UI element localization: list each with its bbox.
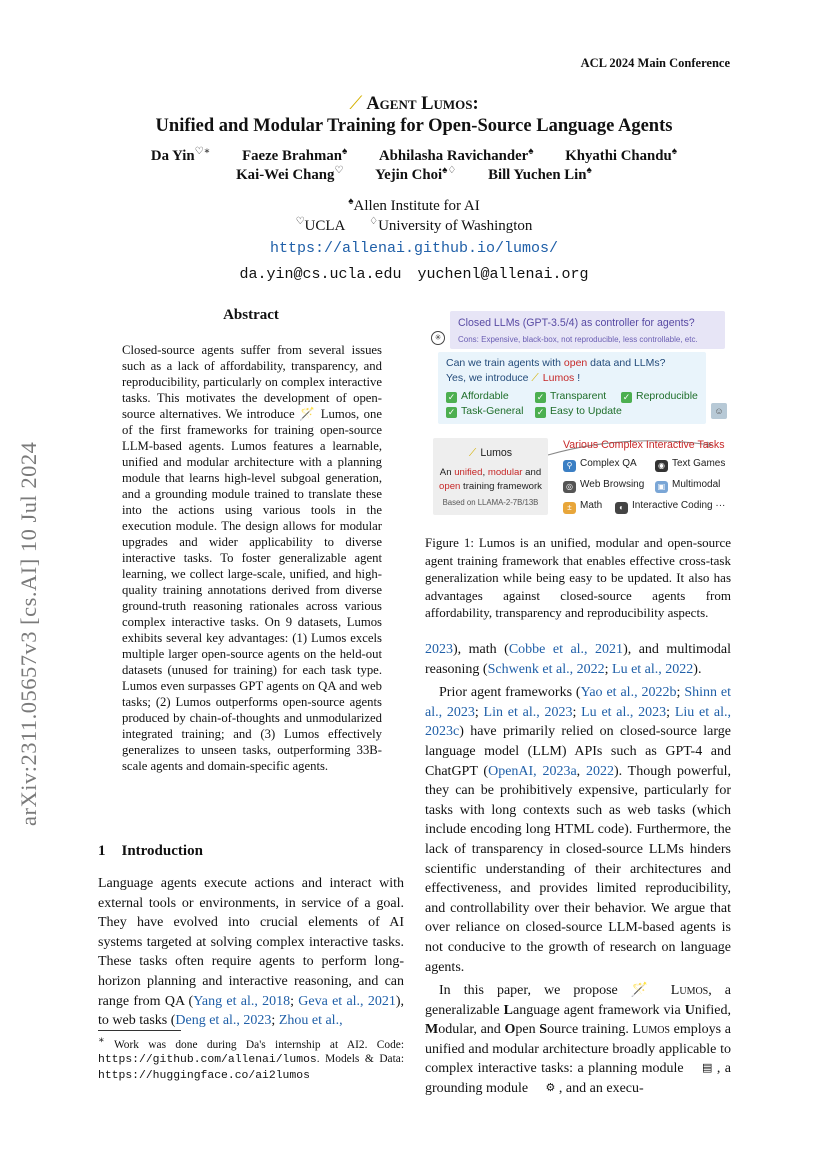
text-run: In this paper, we propose 🪄 — [439, 983, 671, 999]
text-run: S — [539, 1022, 548, 1038]
citation-link[interactable]: Lu et al., 2023 — [581, 704, 667, 720]
affiliation-mark: ♠ — [348, 196, 354, 207]
paragraph — [425, 683, 731, 977]
email-link[interactable]: yuchenl@allenai.org — [417, 266, 589, 283]
task-web-browsing — [563, 479, 644, 493]
right-column-text — [425, 640, 731, 1103]
text-run: ) have primarily relied on closed-source large language model (LLM) APIs such as GPT-4 and ChatGPT ( — [425, 724, 731, 779]
closed-llm-cons: Cons: Expensive, black-box, not reproducible, less controllable, etc. — [458, 335, 698, 344]
text-run: ; — [604, 661, 613, 677]
affiliation-line-2 — [0, 216, 828, 235]
paragraph — [425, 640, 731, 679]
grounding-module-icon: ⚙ — [545, 1082, 556, 1095]
author — [565, 148, 677, 164]
magic-wand-icon: ⟋ — [531, 372, 539, 384]
task-more: ··· — [715, 500, 726, 511]
affiliation — [369, 218, 532, 234]
author — [236, 167, 343, 183]
figure-1 — [425, 305, 731, 520]
affiliation-mark: ♢ — [369, 216, 379, 227]
citation-link[interactable]: Yang et al., 2018 — [193, 993, 291, 1009]
task-label: Math — [580, 500, 603, 511]
text-run: M — [425, 1022, 439, 1038]
text-run: ! — [574, 372, 581, 384]
affiliation-name: Allen Institute for AI — [353, 198, 480, 214]
affiliation-name: University of Washington — [378, 218, 533, 234]
text-run: data and LLMs? — [587, 357, 666, 369]
citation-link[interactable]: 2022 — [585, 763, 614, 779]
feature-label: Transparent — [550, 390, 607, 402]
citation-link[interactable]: Cobbe et al., 2021 — [508, 642, 624, 657]
calculator-icon: ± — [563, 502, 576, 514]
image-icon: ▣ — [655, 481, 668, 493]
footnote-text: . Models & Data: — [316, 1053, 404, 1066]
text-run: , a grounding module — [425, 1061, 731, 1097]
feature-label: Task-General — [461, 405, 524, 417]
venue-label: ACL 2024 Main Conference — [580, 56, 730, 70]
author-line-1 — [0, 146, 828, 165]
text-run: ; — [676, 685, 685, 701]
task-interactive-coding — [615, 500, 725, 514]
author — [379, 148, 534, 164]
section-title: Introduction — [121, 843, 203, 859]
text-run: Lumos — [632, 1022, 670, 1038]
text-run: Lumos — [670, 983, 709, 999]
author — [488, 167, 592, 183]
text-run: , — [482, 467, 488, 478]
planning-module-icon: ▤ — [702, 1062, 713, 1075]
author-mark: ♠ — [671, 146, 678, 157]
text-run: and — [522, 467, 542, 478]
text-run: employs a unified and modular architecture broadly applicable to complex interactive tasks: a planning module — [425, 1022, 731, 1077]
lumos-desc-line1 — [433, 467, 548, 478]
task-label: Web Browsing — [580, 479, 645, 490]
citation-link[interactable]: Yao et al., 2022b — [580, 685, 677, 701]
author-line-2 — [0, 165, 828, 184]
text-run: nified, — [694, 1002, 731, 1018]
title-text-1: Agent Lumos: — [366, 94, 479, 114]
citation-link[interactable]: Deng et al., 2023 — [175, 1013, 272, 1029]
task-label: Complex QA — [580, 458, 637, 469]
data-url-link[interactable]: https://huggingface.co/ai2lumos — [98, 1069, 310, 1082]
text-run: odular, and — [438, 1022, 505, 1038]
affiliation — [296, 218, 346, 234]
text-run: ; — [290, 993, 299, 1009]
author-mark: ♠ — [586, 165, 592, 176]
task-complex-qa — [563, 458, 637, 472]
gamepad-icon: ◉ — [655, 460, 668, 472]
text-run: ; — [572, 704, 582, 720]
author-mark: ♠♢ — [442, 165, 457, 176]
citation-link[interactable]: Liu et al., 2023c — [425, 704, 731, 740]
text-run: Can we train agents with — [446, 357, 564, 369]
citation-link[interactable]: Shinn et al., 2023 — [425, 685, 732, 720]
abstract-heading: Abstract — [223, 307, 279, 323]
arxiv-stamp: arXiv:2311.05657v3 [cs.AI] 10 Jul 2024 — [16, 441, 41, 826]
citation-link[interactable]: Lu et al., 2022 — [612, 661, 694, 677]
user-avatar-icon: ☺ — [711, 403, 727, 419]
task-label: Interactive Coding — [632, 500, 713, 511]
section-heading-introduction — [98, 843, 203, 860]
affiliation-line-1 — [0, 196, 828, 215]
task-label: Text Games — [672, 458, 726, 469]
intro-paragraph — [98, 874, 404, 1031]
citation-link[interactable]: OpenAI, 2023a — [488, 763, 577, 779]
lumos-base-model: Based on LLAMA-2-7B/13B — [442, 498, 539, 507]
author-name: Faeze Brahman — [242, 147, 342, 164]
text-run: Lumos — [480, 447, 513, 459]
magic-wand-icon: ⟋ — [468, 447, 477, 459]
caption-text: Lumos is an unified, modular and open-source agent training framework that enables effective cross-task generalization while being easy to be updated. It also has advantages against closed-source agents from affordability, transparency and reproducibility aspects. — [425, 535, 731, 620]
check-icon: ✓ — [536, 392, 545, 402]
footnote — [98, 1034, 404, 1083]
author — [242, 148, 347, 164]
text-run: unified — [454, 467, 483, 478]
author-name: Khyathi Chandu — [565, 147, 672, 164]
email-line — [0, 266, 828, 283]
text-run: , a generalizable — [425, 983, 732, 1018]
check-icon: ✓ — [622, 392, 631, 402]
author — [375, 167, 456, 183]
author-name: Yejin Choi — [375, 166, 443, 183]
task-label: Multimodal — [672, 479, 721, 490]
author-name: Da Yin — [150, 147, 195, 164]
citation-link[interactable]: Geva et al., 2021 — [298, 993, 396, 1009]
text-run: Lumos — [542, 372, 575, 384]
caption-label: Figure 1: — [425, 535, 479, 550]
paper-title-line1 — [0, 93, 828, 115]
project-url-link[interactable]: https://allenai.github.io/lumos/ — [269, 240, 559, 257]
author-mark: ♡∗ — [194, 146, 211, 157]
lumos-name — [433, 447, 548, 460]
check-icon: ✓ — [536, 407, 545, 417]
text-run: , and an execu- — [555, 1081, 644, 1097]
check-icon: ✓ — [447, 392, 456, 402]
feature-label: Easy to Update — [550, 405, 622, 417]
code-url-link[interactable]: https://github.com/allenai/lumos — [98, 1054, 317, 1067]
text-run: ), math ( — [453, 642, 509, 657]
text-run: Language agents execute actions and interact with external tools or environments, in service of a goal. They have evolved into crucial elements of AI systems targeted at solving complex interactive tasks. These tasks often require agents to perform long-horizon planning and interactive reasoning, and can range from QA ( — [98, 876, 404, 1009]
text-run: ). — [693, 661, 702, 677]
affiliation-mark: ♡ — [295, 216, 305, 227]
text-run: pen — [515, 1022, 540, 1038]
task-text-games — [655, 458, 725, 472]
task-multimodal — [655, 479, 720, 493]
task-math — [563, 500, 602, 514]
openai-logo-icon: ✳ — [431, 331, 445, 345]
text-run: Yes, we introduce — [446, 372, 532, 384]
author-name: Bill Yuchen Lin — [488, 166, 587, 183]
lumos-desc-line2 — [433, 481, 548, 492]
footnote-text: Work was done during Da's internship at AI2. Code: — [113, 1038, 404, 1051]
text-run: open — [439, 481, 461, 492]
citation-link[interactable]: 2023 — [425, 642, 453, 657]
feature-label: Reproducible — [636, 390, 698, 402]
check-icon: ✓ — [447, 407, 456, 417]
citation-link[interactable]: Lin et al., 2023 — [483, 704, 573, 720]
text-run: Prior agent frameworks ( — [439, 685, 581, 701]
text-run: ; — [271, 1013, 279, 1029]
email-link[interactable]: da.yin@cs.ucla.edu — [239, 266, 402, 283]
affiliation-name: UCLA — [304, 218, 346, 234]
text-run: U — [684, 1002, 695, 1018]
text-run: ; — [666, 704, 675, 720]
text-run: O — [504, 1022, 516, 1038]
author — [151, 148, 210, 164]
figure-caption — [425, 534, 731, 622]
code-icon: ◐ — [615, 502, 628, 514]
text-run: training framework — [460, 481, 542, 492]
abstract-text: Closed-source agents suffer from several issues such as a lack of affordability, transparency, and reproducibility, particularly on complex interactive tasks. This motivates the development of open-source alternatives. We introduce 🪄 Lumos, one of the first frameworks for training open-source LLM-based agents. Lumos features a learnable, unified and modular architecture with a planning module that learns high-level subgoal generation, and a grounding module trained to translate these into the actions using various tools in the execution module. The design allows for modular upgrades and wider applicability to diverse interactive tasks. To foster generalizable agent learning, we collect large-scale, unified, and high-quality training annotations derived from diverse ground-truth reasoning rationales across various complex interactive tasks. On 9 datasets, Lumos exhibits several key advantages: (1) Lumos excels multiple larger open-source agents on the held-out datasets (unused for training) for each task type. Lumos even surpasses GPT agents on QA and web tasks; (2) Lumos outperforms open-source agents produced by chain-of-thoughts and unmodularized integrated training; and (3) Lumos effectively generalizes to unseen tasks, outperforming 33B-scale agents and domain-specific agents. — [122, 343, 382, 773]
citation-link[interactable]: Schwenk et al., 2022 — [487, 661, 605, 677]
text-run: ource training. — [547, 1022, 633, 1038]
text-run: ), and multimodal reasoning ( — [425, 642, 731, 677]
text-run: open — [563, 357, 588, 369]
author-name: Kai-Wei Chang — [236, 166, 335, 183]
author-name: Abhilasha Ravichander — [378, 147, 529, 164]
text-run: , — [576, 763, 586, 779]
footnote-rule — [98, 1030, 181, 1031]
text-run: An — [439, 467, 455, 478]
author-mark: ♠ — [528, 146, 534, 157]
author-mark: ♠ — [341, 146, 348, 157]
citation-link[interactable]: Zhou et al., — [278, 1013, 343, 1029]
author-mark: ♡ — [334, 165, 344, 176]
search-icon: ⚲ — [563, 460, 576, 472]
paragraph — [425, 981, 731, 1099]
closed-llm-question: Closed LLMs (GPT-3.5/4) as controller for agents? — [458, 317, 695, 329]
text-run: modular — [487, 467, 523, 478]
magic-wand-icon: ⟋ — [349, 94, 363, 114]
section-number: 1 — [98, 843, 106, 859]
text-run: ). Though powerful, they can be prohibitively expensive, particularly for tasks with long contexts such as web tasks (which include encoding long HTML code). Furthermore, the lack of transparency in closed-source LLMs hinders scientific understanding of their architectures and effectiveness, and provides limited reproducibility, and controllability over their behavior. We argue that over reliance on closed-source LLM-based agents is not conducive to the growth of research on language agents. — [425, 763, 732, 975]
lumos-framework-box — [433, 438, 548, 515]
text-run: ; — [474, 704, 484, 720]
tasks-title: Various Complex Interactive Tasks — [563, 439, 725, 451]
paper-title-line2: Unified and Modular Training for Open-Source Language Agents — [155, 116, 673, 136]
browser-icon: ◎ — [563, 481, 576, 493]
text-run: ), to web tasks ( — [98, 993, 404, 1029]
text-run: anguage agent framework via — [513, 1002, 685, 1018]
footnote-mark: ∗ — [98, 1035, 105, 1046]
text-run: L — [503, 1002, 514, 1018]
feature-label: Affordable — [461, 390, 509, 402]
